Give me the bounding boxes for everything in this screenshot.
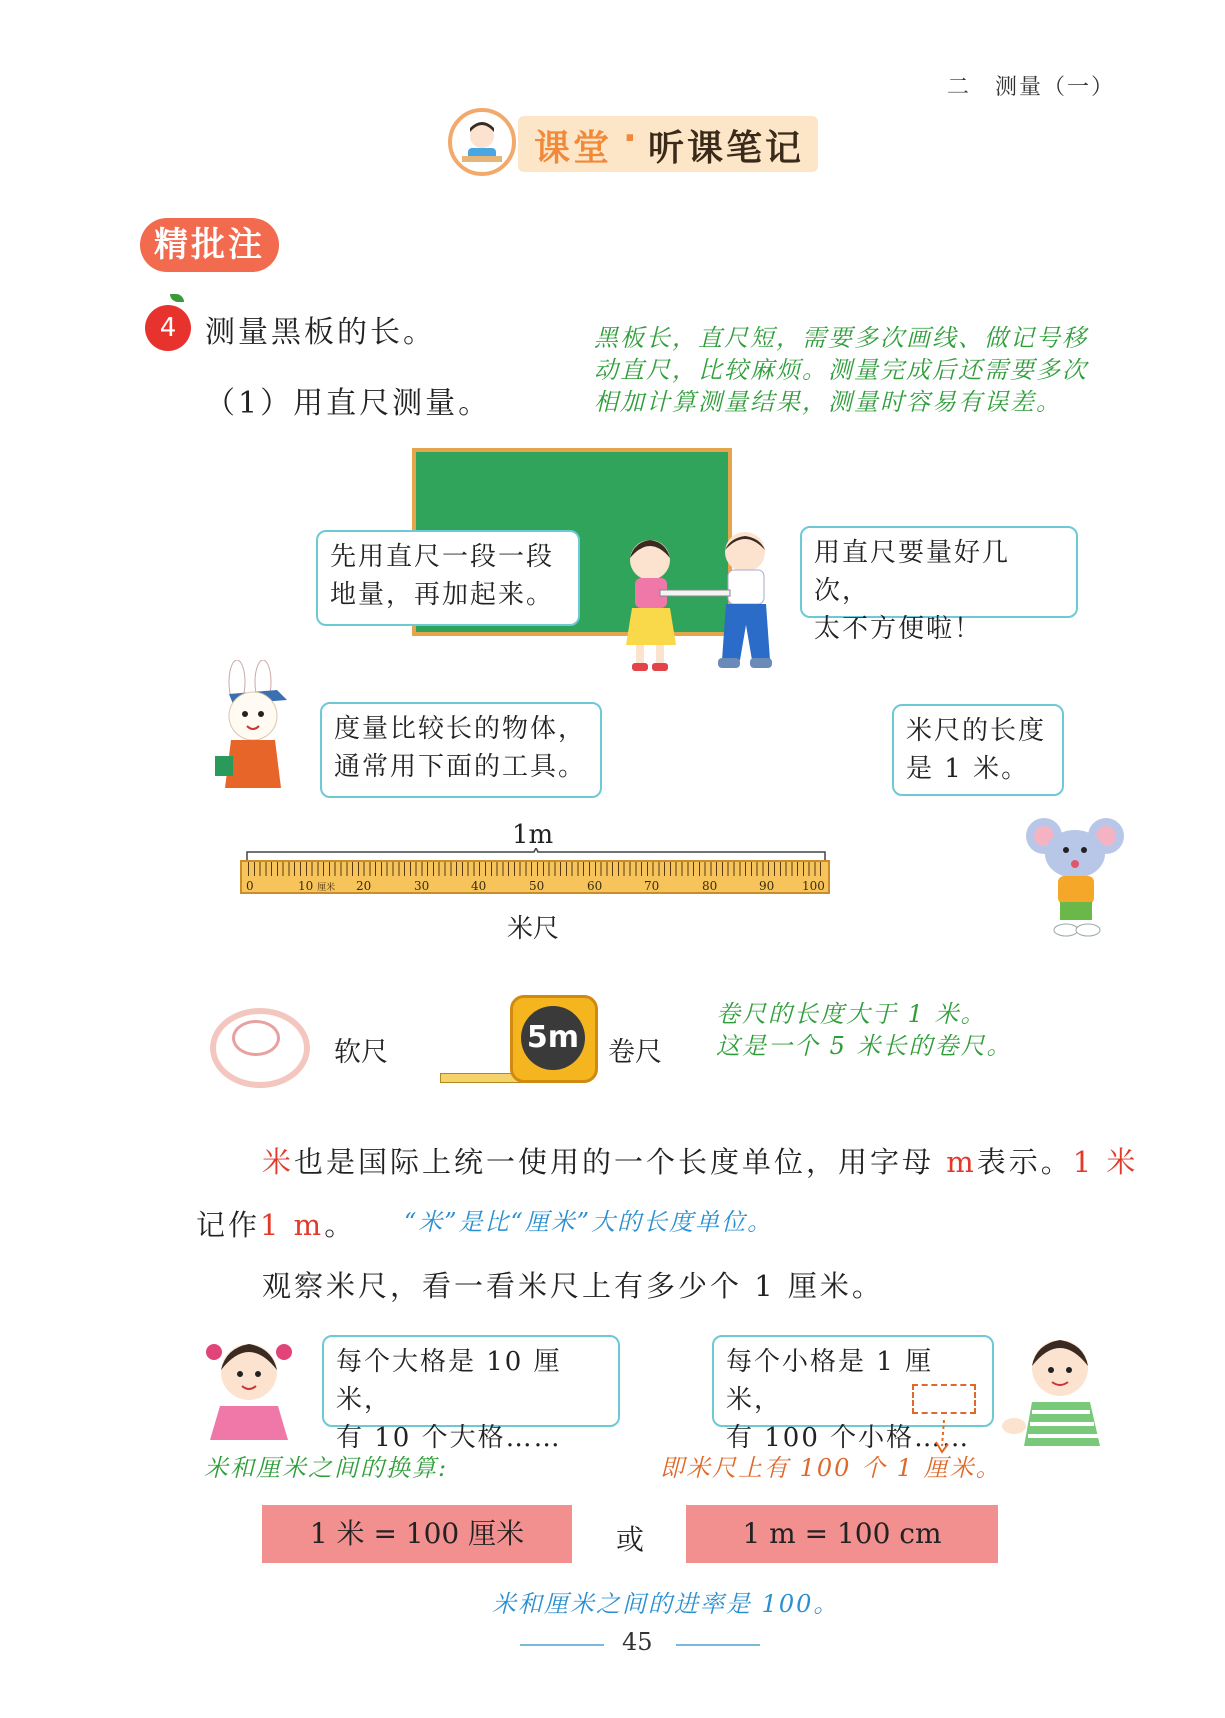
soft-ruler-icon [210, 1000, 320, 1090]
blackboard-note [594, 322, 1088, 418]
page-decoration-right [676, 1644, 760, 1646]
tick-label: 60 [587, 879, 603, 893]
rabbit-teacher-icon [203, 660, 303, 795]
tick-label: 30 [414, 879, 430, 893]
chapter-title: 二 测量（一） [946, 75, 1115, 100]
note-line: 相加计算测量结果，测量时容易有误差。 [594, 388, 1062, 416]
girl-character-icon [196, 1330, 306, 1440]
bubble-line: 每个小格是 1 厘米， [726, 1347, 934, 1415]
example-number-apple-icon: 4 [145, 305, 191, 351]
tape-ruler-label: 卷尺 [608, 1037, 662, 1068]
page-number: 45 [622, 1628, 653, 1656]
paragraph-line-2: 记作1 m。 [196, 1208, 357, 1242]
banner-dot: · [623, 118, 637, 159]
formula-or: 或 [616, 1523, 645, 1556]
bubble-line: 米尺的长度 [906, 716, 1047, 746]
formula-chinese-units: 1 米 = 100 厘米 [262, 1505, 572, 1563]
bubble-line: 通常用下面的工具。 [334, 752, 587, 782]
bubble-line: 地量，再加起来。 [330, 580, 555, 610]
tape-ruler-note [716, 998, 1013, 1062]
tape-ruler-face-label: 5m [521, 1006, 585, 1070]
ruler-span-bracket [246, 848, 826, 860]
unit-note: “米”是比“厘米”大的长度单位。 [404, 1208, 774, 1236]
speech-bubble-rabbit [320, 702, 602, 798]
tick-label: 80 [702, 879, 718, 893]
meter-ruler [240, 860, 830, 894]
conversion-note: 即米尺上有 100 个 1 厘米。 [660, 1454, 1002, 1482]
note-line: 卷尺的长度大于 1 米。 [716, 1000, 987, 1028]
speech-bubble-girl-bottom [322, 1335, 620, 1453]
bubble-line: 是 1 米。 [906, 754, 1030, 784]
ruler-name: 米尺 [507, 914, 560, 944]
highlight-dashed-box [912, 1384, 976, 1414]
annotation-badge: 精批注 [140, 218, 279, 272]
tick-label: 20 [356, 879, 372, 893]
paragraph-line-3: 观察米尺，看一看米尺上有多少个 1 厘米。 [262, 1269, 884, 1303]
arrow-down-icon [930, 1420, 950, 1454]
banner-title-notes: 听课笔记 [648, 128, 805, 169]
speech-bubble-boy [800, 526, 1078, 644]
soft-ruler-label: 软尺 [334, 1037, 388, 1068]
conversion-label: 米和厘米之间的换算: [204, 1454, 449, 1482]
ruler-ticks [248, 862, 822, 876]
example-title: 测量黑板的长。 [205, 315, 436, 350]
section-banner [448, 108, 828, 178]
tick-label: 90 [759, 879, 775, 893]
boy-character-icon [1000, 1328, 1110, 1448]
bubble-line: 每个大格是 10 厘米， [336, 1347, 562, 1415]
speech-bubble-girl [316, 530, 580, 626]
formula-symbols: 1 m = 100 cm [686, 1505, 998, 1563]
example-subtitle: （1）用直尺测量。 [205, 386, 492, 421]
bubble-line: 太不方便啦！ [814, 614, 983, 644]
speech-bubble-mouse [892, 704, 1064, 796]
children-measuring-illustration [600, 530, 790, 680]
bubble-line: 有 10 个大格…… [336, 1423, 562, 1453]
page-decoration-left [520, 1644, 604, 1646]
note-line: 这是一个 5 米长的卷尺。 [716, 1032, 1013, 1060]
tick-label: 100 [802, 879, 825, 893]
tick-label: 70 [644, 879, 660, 893]
bubble-line: 度量比较长的物体， [334, 714, 587, 744]
tick-label: 40 [471, 879, 487, 893]
bubble-line: 有 100 个小格…… [726, 1423, 971, 1453]
bubble-line: 先用直尺一段一段 [330, 542, 555, 572]
tick-label: 10 厘米 [298, 879, 336, 893]
tape-ruler-icon [510, 995, 598, 1083]
tape-strip [440, 1073, 522, 1083]
mouse-character-icon [1022, 810, 1132, 940]
apple-leaf-icon [170, 294, 184, 302]
tick-label: 0 [246, 879, 254, 893]
note-line: 黑板长，直尺短，需要多次画线、做记号移 [594, 324, 1088, 352]
student-avatar-icon [448, 108, 516, 176]
tick-label: 50 [529, 879, 545, 893]
note-line: 动直尺，比较麻烦。测量完成后还需要多次 [594, 356, 1088, 384]
banner-title-class: 课堂 [534, 128, 613, 169]
paragraph-line-1: 米也是国际上统一使用的一个长度单位，用字母 m表示。1 米 [262, 1145, 1139, 1179]
ruler-length-label: 1m [512, 820, 554, 850]
bubble-line: 用直尺要量好几次， [814, 538, 1011, 606]
rate-note: 米和厘米之间的进率是 100。 [492, 1590, 840, 1618]
